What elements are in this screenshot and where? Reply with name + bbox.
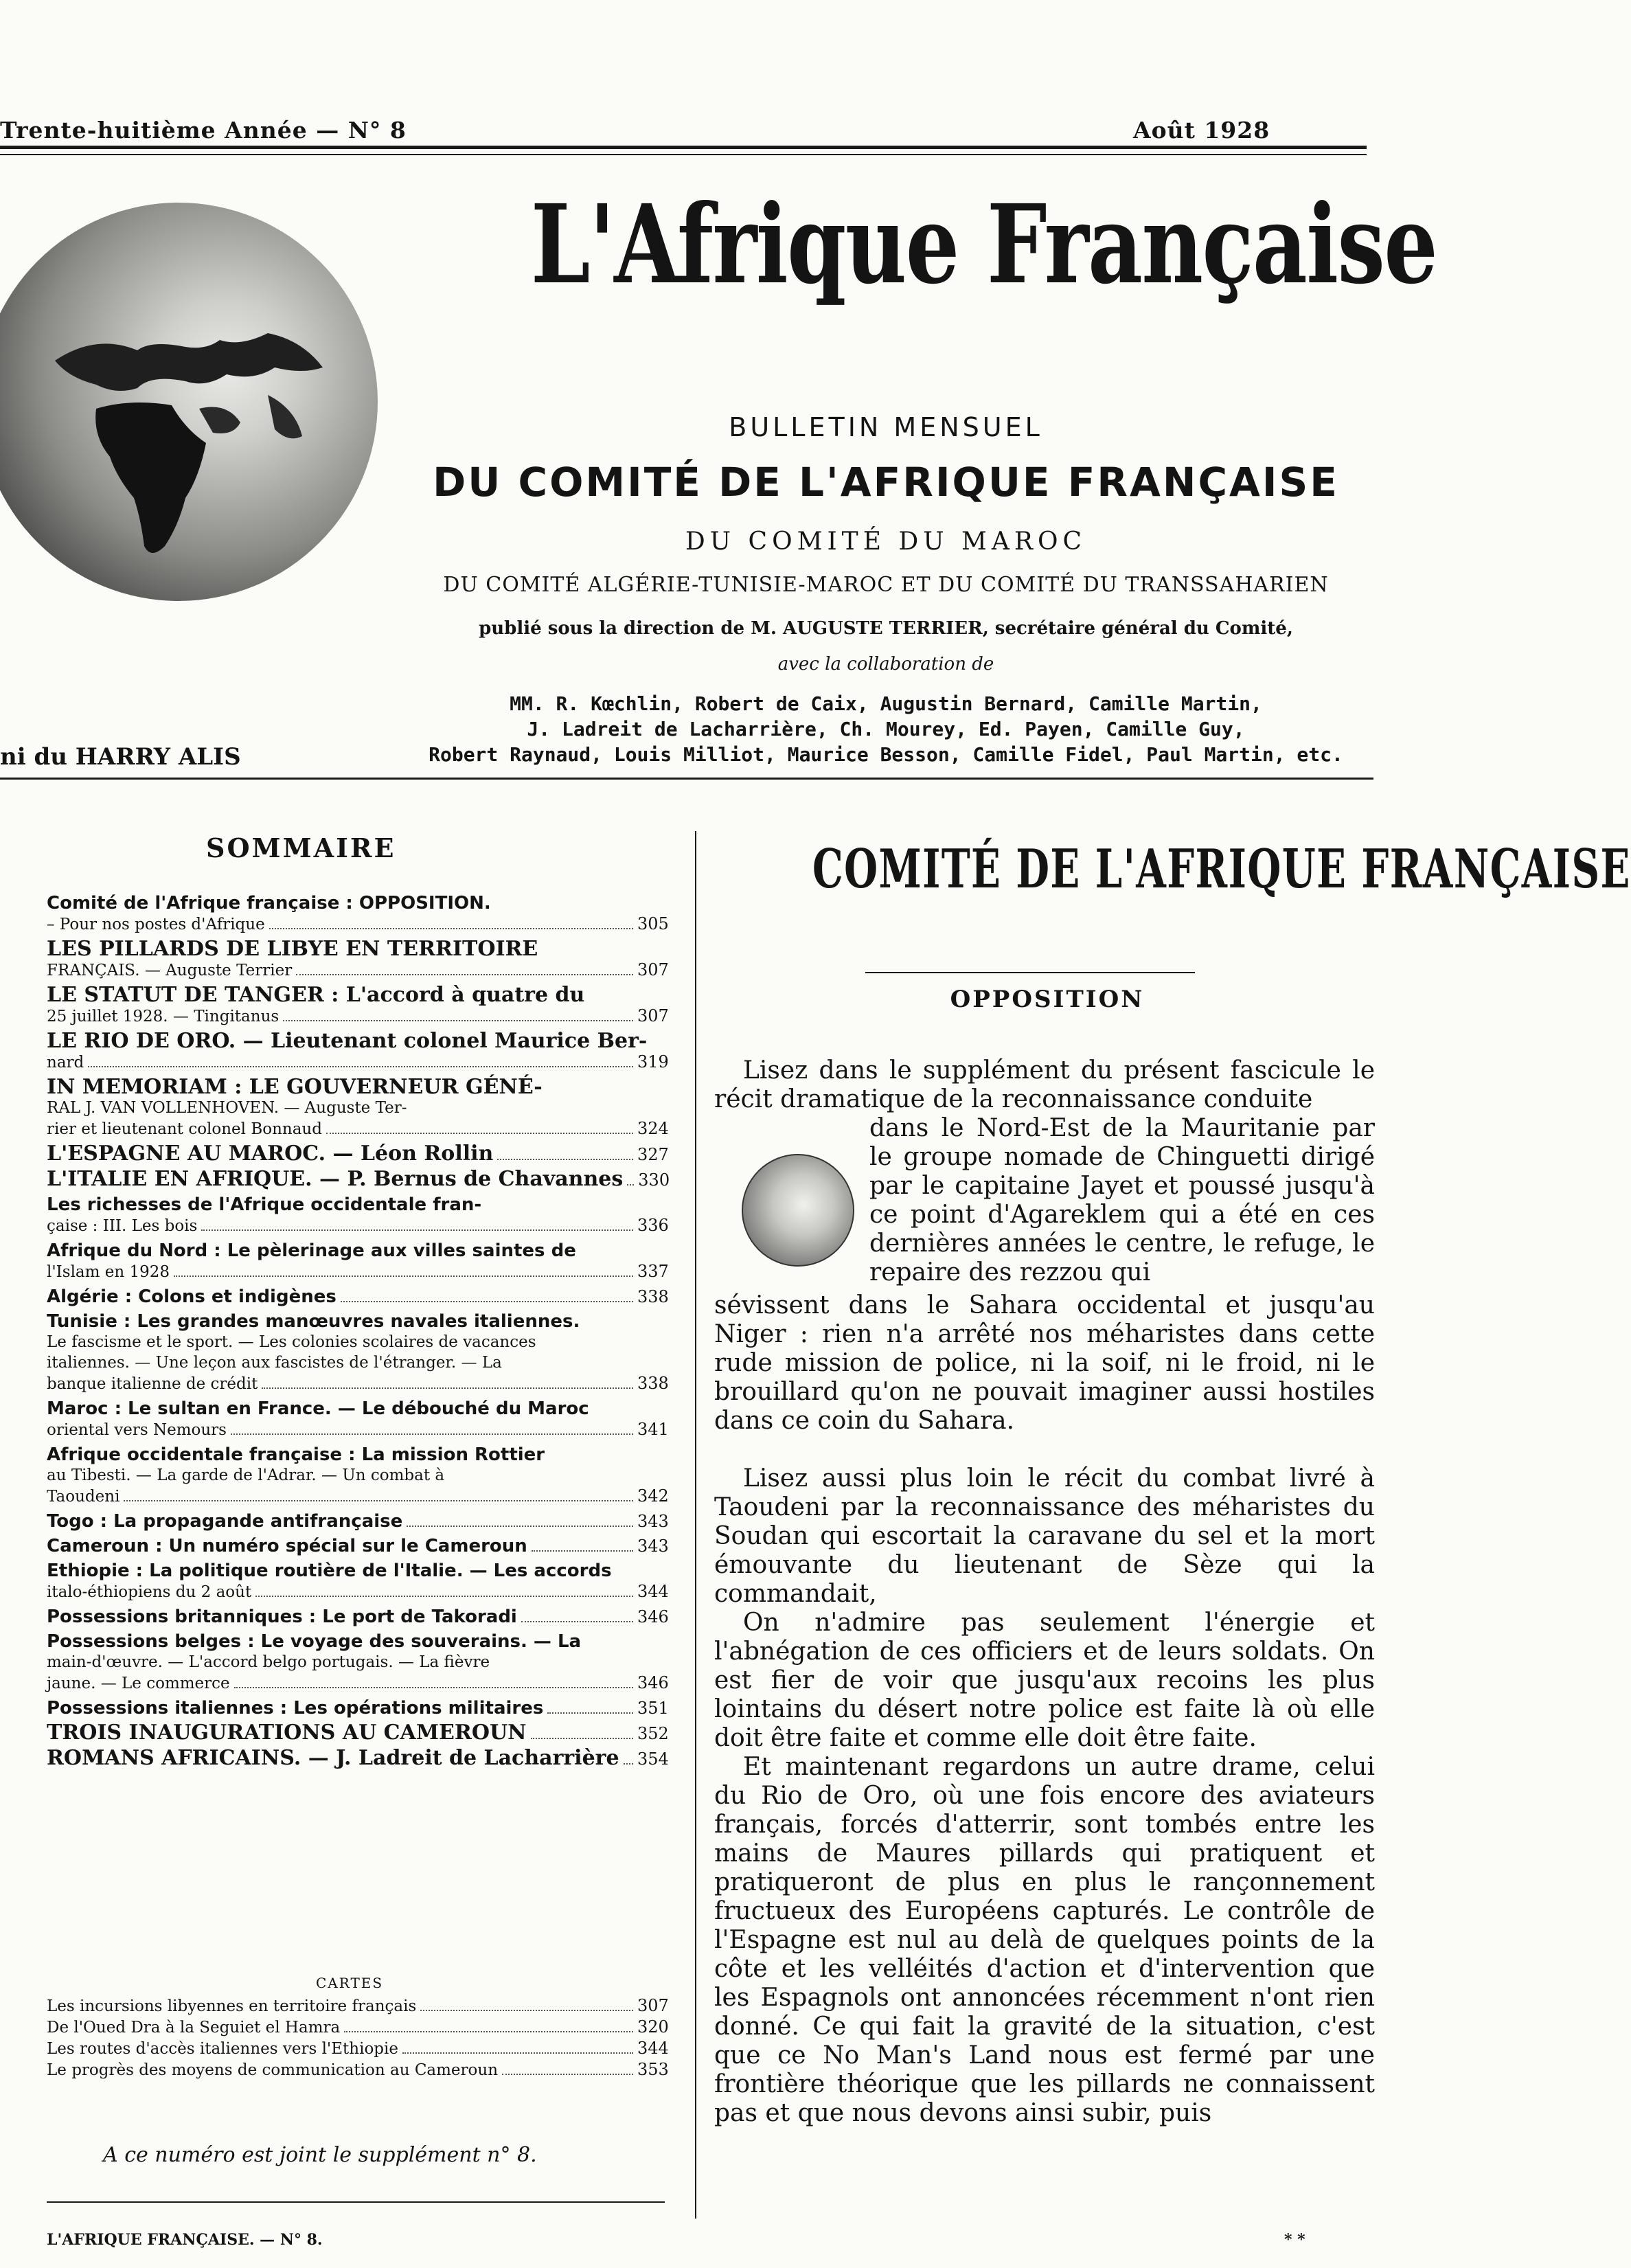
toc-leader (201, 1229, 633, 1231)
toc-page-number: 338 (637, 1374, 669, 1393)
toc-text: Togo : La propagande antifrançaise (47, 1511, 403, 1532)
toc-page-number: 338 (637, 1287, 669, 1306)
toc-line (47, 939, 665, 960)
subheading-rule (865, 972, 1195, 973)
issue-date: Août 1928 (1133, 117, 1270, 144)
carte-text: Le progrès des moyens de communication au Cameroun (47, 2061, 499, 2079)
toc-line (47, 1006, 669, 1027)
contributors-line: J. Ladreit de Lacharrière, Ch. Mourey, Ed. Payen, Camille Guy, (527, 718, 1245, 740)
contributors (371, 691, 1401, 767)
toc-page-number: 344 (637, 1582, 669, 1601)
toc-text: Possessions belges : Le voyage des souverains. — La (47, 1631, 582, 1652)
toc-line (47, 1746, 669, 1770)
toc-page-number: 307 (637, 1006, 669, 1025)
toc-text: RAL J. VAN VOLLENHOVEN. — Auguste Ter- (47, 1099, 407, 1117)
footer-mark: * * (1284, 2231, 1305, 2249)
carte-entry (47, 2017, 669, 2038)
toc-page-number: 341 (637, 1420, 669, 1439)
toc-line (47, 1652, 665, 1672)
toc-entry (47, 1444, 669, 1507)
toc-text: – Pour nos postes d'Afrique (47, 916, 265, 933)
toc-line (47, 1511, 669, 1532)
founder-credit: ni du HARRY ALIS (0, 743, 241, 771)
article-paragraph: Lisez aussi plus loin le récit du combat livré à Taoudeni par la reconnaissance des méharistes du Soudan qui escortait la caravane du sel et la mort émouvante du lieutenant de Sèze qui la commandait, (714, 1464, 1375, 1608)
algerie-label: DU COMITÉ ALGÉRIE-TUNISIE-MAROC ET DU COMITÉ DU TRANSSAHARIEN (443, 573, 1329, 597)
toc-page-number: 327 (637, 1145, 669, 1164)
toc-line (47, 1215, 669, 1236)
footer-rule (47, 2201, 665, 2203)
toc-line (47, 914, 669, 935)
toc-text: Comité de l'Afrique française : OPPOSITION. (47, 893, 491, 914)
sommaire-title: SOMMAIRE (206, 832, 396, 863)
toc-line (47, 1052, 669, 1073)
toc-entry (47, 1240, 669, 1282)
toc-text: Possessions britanniques : Le port de Takoradi (47, 1607, 517, 1627)
masthead-title: L'Afrique Française (530, 181, 1437, 308)
toc-leader (407, 1526, 633, 1527)
toc-text: banque italienne de crédit (47, 1375, 258, 1393)
toc-page-number: 351 (637, 1699, 669, 1718)
toc-page-number: 324 (637, 1119, 669, 1138)
toc-text: italiennes. — Une leçon aux fascistes de l'étranger. — La (47, 1354, 502, 1372)
toc-entry (47, 893, 669, 935)
toc-text: Les richesses de l'Afrique occidentale fran- (47, 1194, 482, 1215)
toc-leader (174, 1275, 633, 1277)
carte-leader (402, 2052, 633, 2054)
toc-entry (47, 1167, 670, 1191)
toc-line (47, 1581, 669, 1602)
carte-text: Les incursions libyennes en territoire français (47, 1997, 417, 2015)
toc-page-number: 343 (637, 1536, 669, 1556)
toc-line (47, 1721, 669, 1745)
toc-text: Algérie : Colons et indigènes (47, 1286, 337, 1307)
toc-text: 25 juillet 1928. — Tingitanus (47, 1008, 280, 1025)
toc-page-number: 352 (637, 1724, 669, 1743)
carte-page-number: 353 (637, 2060, 669, 2079)
toc-text: Cameroun : Un numéro spécial sur le Cameroun (47, 1536, 527, 1556)
toc-entry (47, 983, 669, 1027)
carte-text: De l'Oued Dra à la Seguiet el Hamra (47, 2019, 341, 2037)
toc-leader (296, 974, 633, 975)
toc-text: au Tibesti. — La garde de l'Adrar. — Un combat à (47, 1466, 445, 1484)
table-of-contents (47, 893, 670, 1773)
toc-line (47, 1419, 669, 1440)
toc-leader (231, 1433, 633, 1435)
article-subheading: OPPOSITION (950, 986, 1145, 1013)
toc-text: Afrique du Nord : Le pèlerinage aux villes saintes de (47, 1240, 576, 1261)
toc-leader (531, 1738, 633, 1739)
masthead-rule (0, 778, 1373, 780)
toc-leader (547, 1712, 633, 1714)
article-paragraph: dans le Nord-Est de la Mauritanie par le groupe nomade de Chinguetti dirigé par le capitaine Jayet et poussé jusqu'à ce point d'Agareklem qui a été en ces dernières années le centre, le refuge, le repaire des rezzou qui (869, 1114, 1375, 1286)
toc-line (47, 1240, 665, 1261)
toc-page-number: 330 (638, 1170, 670, 1190)
toc-text: Taoudeni (47, 1488, 120, 1506)
article-heading: COMITÉ DE L'AFRIQUE FRANÇAISE (812, 838, 1631, 900)
toc-text: oriental vers Nemours (47, 1421, 227, 1439)
toc-line (47, 1098, 665, 1118)
toc-leader (627, 1184, 634, 1186)
toc-page-number: 346 (637, 1607, 669, 1626)
toc-line (47, 1398, 665, 1419)
article-paragraph: Et maintenant regardons un autre drame, celui du Rio de Oro, où une fois encore des aviateurs français, forcés d'atterrir, sont tombés entre les mains de Maures pillards qui pratiquent et pratiqueront de plus en plus le rançonnement fructueux des Européens capturés. Le contrôle de l'Espagne est nul au delà de quelques points de la côte et les velléités d'action et d'intervention que les Espagnols ont annoncées récemment n'ont rien donné. Ce qui fait la gravité de la situation, c'est que ce No Man's Land nous est fermé par une frontière théorique que les pillards ne connaissent pas et que nous devons ainsi subir, puis (714, 1753, 1375, 2127)
cartes-list (47, 1995, 669, 2080)
globe-illustration (0, 203, 378, 601)
toc-entry (47, 1286, 669, 1307)
toc-page-number: 346 (637, 1673, 669, 1692)
toc-text: l'Islam en 1928 (47, 1263, 170, 1281)
toc-leader (88, 1066, 633, 1067)
contributors-line: MM. R. Kœchlin, Robert de Caix, Augustin Bernard, Camille Martin, (510, 692, 1262, 715)
carte-leader (420, 2010, 633, 2011)
bulletin-label: BULLETIN MENSUEL (729, 412, 1043, 442)
toc-entry (47, 1721, 669, 1745)
toc-text: FRANÇAIS. — Auguste Terrier (47, 962, 293, 979)
toc-leader (341, 1301, 633, 1302)
toc-entry (47, 1607, 669, 1627)
toc-page-number: 307 (637, 960, 669, 979)
toc-entry (47, 1536, 669, 1556)
globe-vignette-icon (742, 1154, 854, 1267)
toc-page-number: 319 (637, 1052, 669, 1071)
toc-page-number: 305 (637, 914, 669, 933)
carte-leader (502, 2074, 633, 2075)
toc-leader (497, 1159, 633, 1160)
article-paragraph: On n'admire pas seulement l'énergie et l'abnégation de ces officiers et de leurs soldats. On est fier de voir que jusqu'aux recoins les plus lointains du désert notre police est faite là où elle doit être faite et comme elle doit être faite. (714, 1609, 1375, 1752)
toc-text: ROMANS AFRICAINS. — J. Ladreit de Lacharrière (47, 1746, 619, 1770)
toc-line (47, 893, 665, 914)
toc-text: rier et lieutenant colonel Bonnaud (47, 1120, 322, 1138)
toc-leader (532, 1550, 633, 1552)
toc-line (47, 1286, 669, 1307)
toc-line (47, 1194, 665, 1215)
toc-line (47, 1077, 665, 1098)
toc-line (47, 1631, 665, 1652)
toc-page-number: 343 (637, 1512, 669, 1531)
toc-line (47, 1465, 665, 1486)
toc-line (47, 1167, 670, 1191)
contributors-line: Robert Raynaud, Louis Milliot, Maurice Besson, Camille Fidel, Paul Martin, etc. (429, 743, 1343, 766)
toc-text: LE STATUT DE TANGER : L'accord à quatre du (47, 983, 585, 1007)
toc-leader (234, 1687, 633, 1688)
toc-entry (47, 1631, 669, 1694)
toc-text: çaise : III. Les bois (47, 1217, 198, 1235)
africa-map-icon (0, 203, 378, 601)
toc-entry (47, 1075, 669, 1139)
toc-entry (47, 1561, 669, 1602)
toc-text: L'ITALIE EN AFRIQUE. — P. Bernus de Chavannes (47, 1167, 624, 1191)
carte-page-number: 320 (637, 2017, 669, 2037)
article-paragraph: Lisez dans le supplément du présent fascicule le récit dramatique de la reconnaissance conduite (714, 1056, 1375, 1113)
toc-line (47, 1118, 669, 1139)
cartes-title: CARTES (316, 1975, 384, 1991)
toc-line (47, 1561, 665, 1581)
article-paragraph: sévissent dans le Sahara occidental et jusqu'au Niger : rien n'a arrêté nos méharistes dans cette rude mission de police, ni la soif, ni le froid, ni le brouillard qu'on ne pouvait imaginer aussi hostiles dans ce coin du Sahara. (714, 1291, 1375, 1435)
header-rule (0, 146, 1367, 149)
carte-leader (344, 2031, 633, 2032)
toc-page-number: 354 (637, 1749, 669, 1769)
toc-text: IN MEMORIAM : LE GOUVERNEUR GÉNÉ- (47, 1075, 543, 1099)
toc-line (47, 1698, 669, 1719)
toc-line (47, 1332, 665, 1352)
toc-text: Le fascisme et le sport. — Les colonies scolaires de vacances (47, 1333, 536, 1351)
toc-line (47, 1373, 669, 1394)
toc-leader (521, 1621, 633, 1622)
header-rule-thin (0, 154, 1367, 155)
toc-entry (47, 1511, 669, 1532)
toc-page-number: 336 (637, 1216, 669, 1235)
toc-line (47, 1031, 665, 1052)
carte-page-number: 344 (637, 2039, 669, 2058)
toc-text: italo-éthiopiens du 2 août (47, 1583, 252, 1601)
toc-text: Maroc : Le sultan en France. — Le débouché du Maroc (47, 1398, 589, 1419)
supplement-note: A ce numéro est joint le supplément n° 8. (103, 2143, 537, 2167)
toc-entry (47, 1029, 669, 1073)
toc-line (47, 1261, 669, 1282)
toc-line (47, 1352, 665, 1373)
carte-entry (47, 2038, 669, 2059)
toc-text: Afrique occidentale française : La mission Rottier (47, 1444, 545, 1465)
toc-text: LE RIO DE ORO. — Lieutenant colonel Maurice Ber- (47, 1029, 648, 1053)
toc-line (47, 1444, 665, 1465)
toc-text: Tunisie : Les grandes manœuvres navales italiennes. (47, 1311, 580, 1332)
toc-entry (47, 1746, 669, 1770)
column-divider (695, 831, 696, 2219)
carte-text: Les routes d'accès italiennes vers l'Ethiopie (47, 2040, 398, 2058)
toc-text: main-d'œuvre. — L'accord belgo portugais. — La fièvre (47, 1653, 490, 1671)
article-body (714, 1464, 1375, 2128)
toc-leader (269, 928, 633, 929)
toc-line (47, 1486, 669, 1507)
toc-text: Ethiopie : La politique routière de l'Italie. — Les accords (47, 1561, 612, 1581)
carte-entry (47, 2059, 669, 2080)
toc-line (47, 1607, 669, 1627)
collaboration-line: avec la collaboration de (777, 654, 994, 674)
toc-text: Possessions italiennes : Les opérations militaires (47, 1698, 544, 1719)
carte-page-number: 307 (637, 1996, 669, 2015)
toc-entry (47, 1398, 669, 1440)
toc-text: nard (47, 1054, 84, 1071)
maroc-label: DU COMITÉ DU MAROC (685, 528, 1087, 556)
toc-entry (47, 937, 669, 981)
toc-entry (47, 1698, 669, 1719)
footer-label: L'AFRIQUE FRANÇAISE. — N° 8. (47, 2231, 323, 2249)
toc-leader (624, 1763, 633, 1765)
issue-label: Trente-huitième Année — N° 8 (0, 117, 407, 144)
toc-entry (47, 1311, 669, 1394)
comite-label: DU COMITÉ DE L'AFRIQUE FRANÇAISE (433, 459, 1339, 506)
toc-page-number: 342 (637, 1486, 669, 1506)
toc-text: TROIS INAUGURATIONS AU CAMEROUN (47, 1721, 527, 1745)
toc-line (47, 1536, 669, 1556)
publisher-line: publié sous la direction de M. AUGUSTE TERRIER, secrétaire général du Comité, (479, 618, 1293, 639)
toc-line (47, 1672, 669, 1694)
toc-line (47, 1311, 665, 1332)
toc-leader (283, 1020, 633, 1021)
toc-text: jaune. — Le commerce (47, 1675, 230, 1692)
toc-page-number: 337 (637, 1262, 669, 1281)
toc-line (47, 985, 665, 1006)
toc-text: LES PILLARDS DE LIBYE EN TERRITOIRE (47, 937, 538, 961)
toc-leader (255, 1596, 633, 1597)
toc-line (47, 1142, 669, 1166)
toc-leader (262, 1387, 633, 1389)
toc-leader (124, 1500, 633, 1501)
toc-leader (326, 1133, 633, 1134)
toc-line (47, 960, 669, 981)
toc-text: L'ESPAGNE AU MAROC. — Léon Rollin (47, 1142, 494, 1166)
toc-entry (47, 1142, 669, 1166)
carte-entry (47, 1995, 669, 2017)
toc-entry (47, 1194, 669, 1236)
